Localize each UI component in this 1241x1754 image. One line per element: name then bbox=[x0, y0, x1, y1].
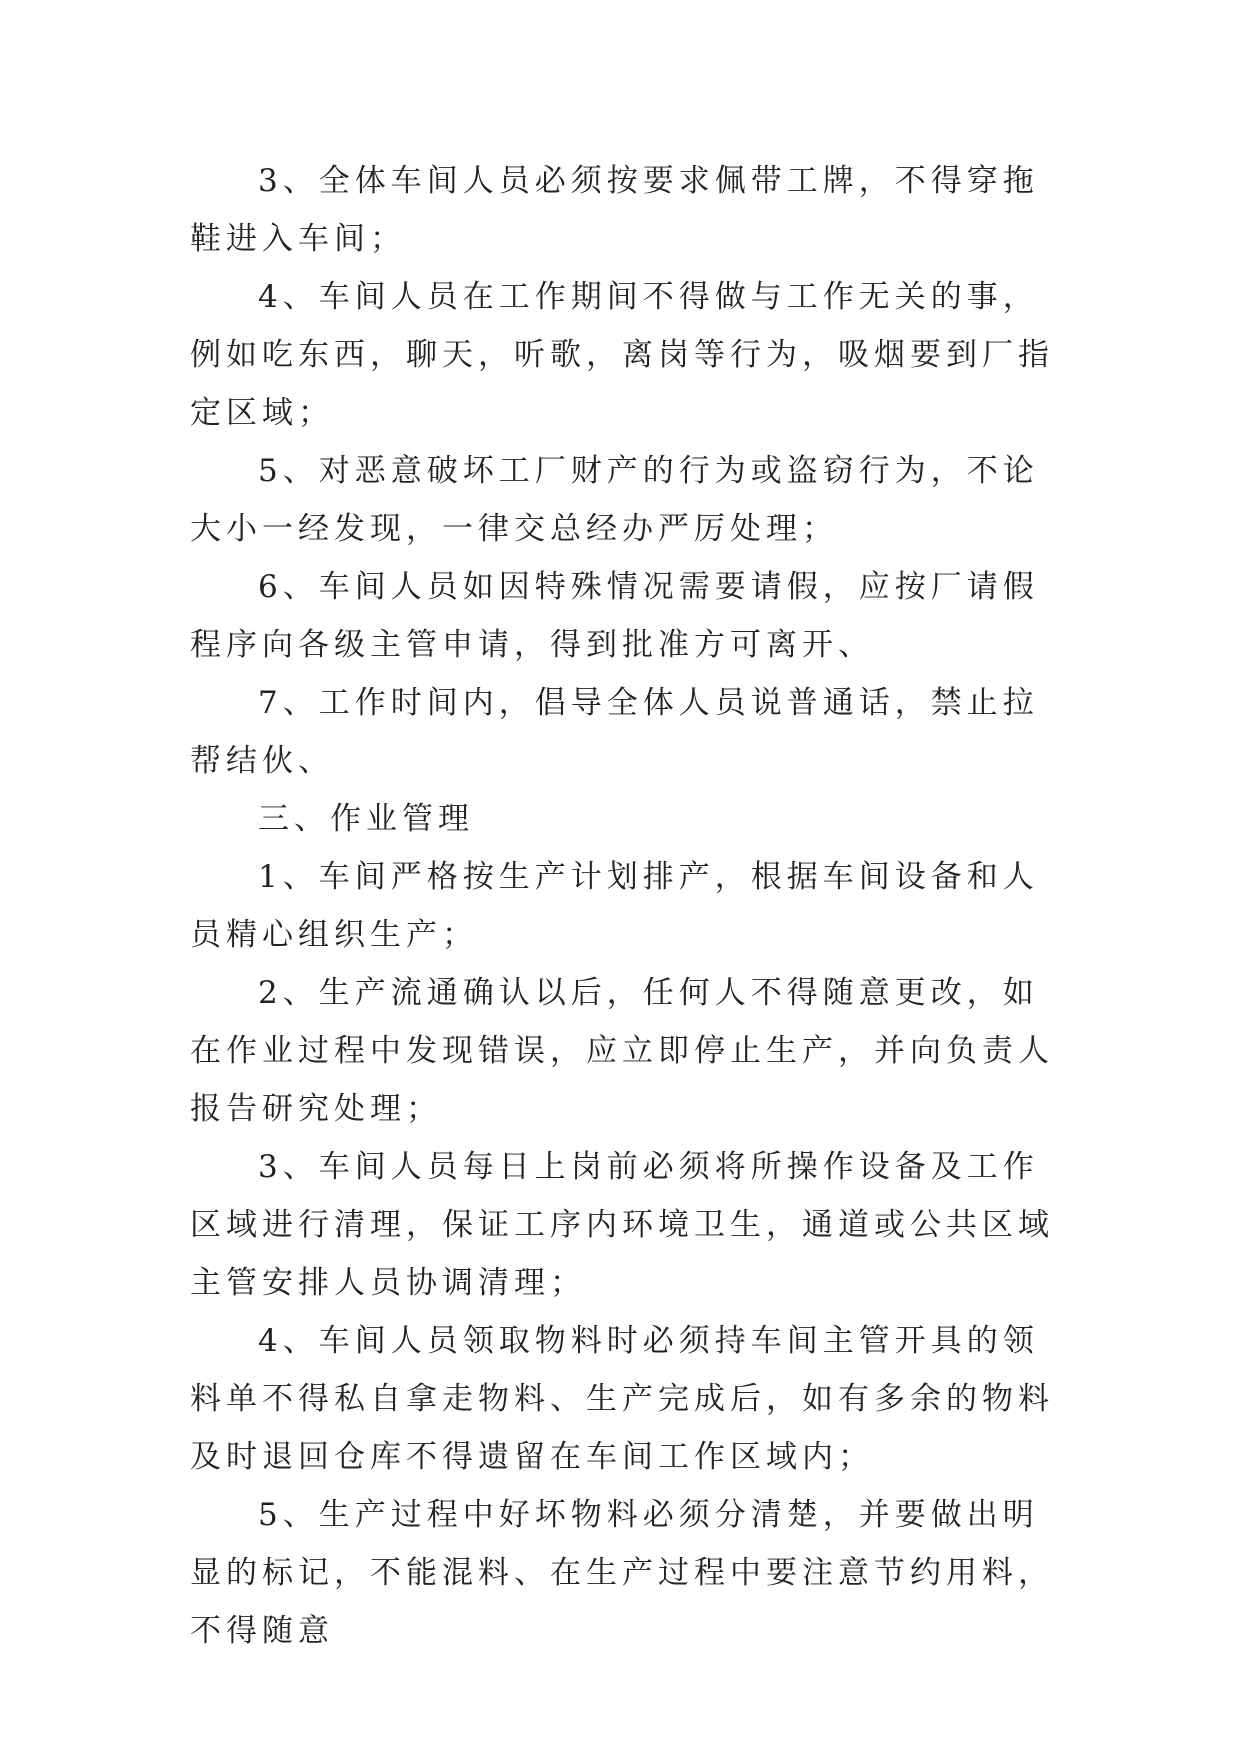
paragraph: 7、工作时间内，倡导全体人员说普通话，禁止拉帮结伙、 bbox=[190, 685, 1039, 779]
paragraph: 3、车间人员每日上岗前必须将所操作设备及工作区域进行清理，保证工序内环境卫生，通道或公共区域主管安排人员协调清理； bbox=[190, 1149, 1054, 1301]
paragraph: 4、车间人员在工作期间不得做与工作无关的事，例如吃东西，聊天，听歌，离岗等行为，吸烟要到厂指定区域； bbox=[190, 279, 1054, 431]
paragraph: 4、车间人员领取物料时必须持车间主管开具的领料单不得私自拿走物料、生产完成后，如有多余的物料及时退回仓库不得遗留在车间工作区域内； bbox=[190, 1323, 1054, 1475]
paragraph: 5、生产过程中好坏物料必须分清楚，并要做出明显的标记，不能混料、在生产过程中要注意节约用料，不得随意 bbox=[190, 1497, 1054, 1649]
paragraph: 1、车间严格按生产计划排产，根据车间设备和人员精心组织生产； bbox=[190, 859, 1039, 953]
paragraph: 5、对恶意破坏工厂财产的行为或盗窃行为，不论大小一经发现，一律交总经办严厉处理； bbox=[190, 453, 1039, 547]
paragraph: 6、车间人员如因特殊情况需要请假，应按厂请假程序向各级主管申请，得到批准方可离开、 bbox=[190, 569, 1039, 663]
paragraph: 2、生产流通确认以后，任何人不得随意更改，如在作业过程中发现错误，应立即停止生产，并向负责人报告研究处理； bbox=[190, 975, 1054, 1127]
paragraph: 3、全体车间人员必须按要求佩带工牌，不得穿拖鞋进入车间； bbox=[190, 163, 1039, 257]
section-heading: 三、作业管理 bbox=[258, 801, 474, 837]
document-body bbox=[190, 152, 1060, 1660]
